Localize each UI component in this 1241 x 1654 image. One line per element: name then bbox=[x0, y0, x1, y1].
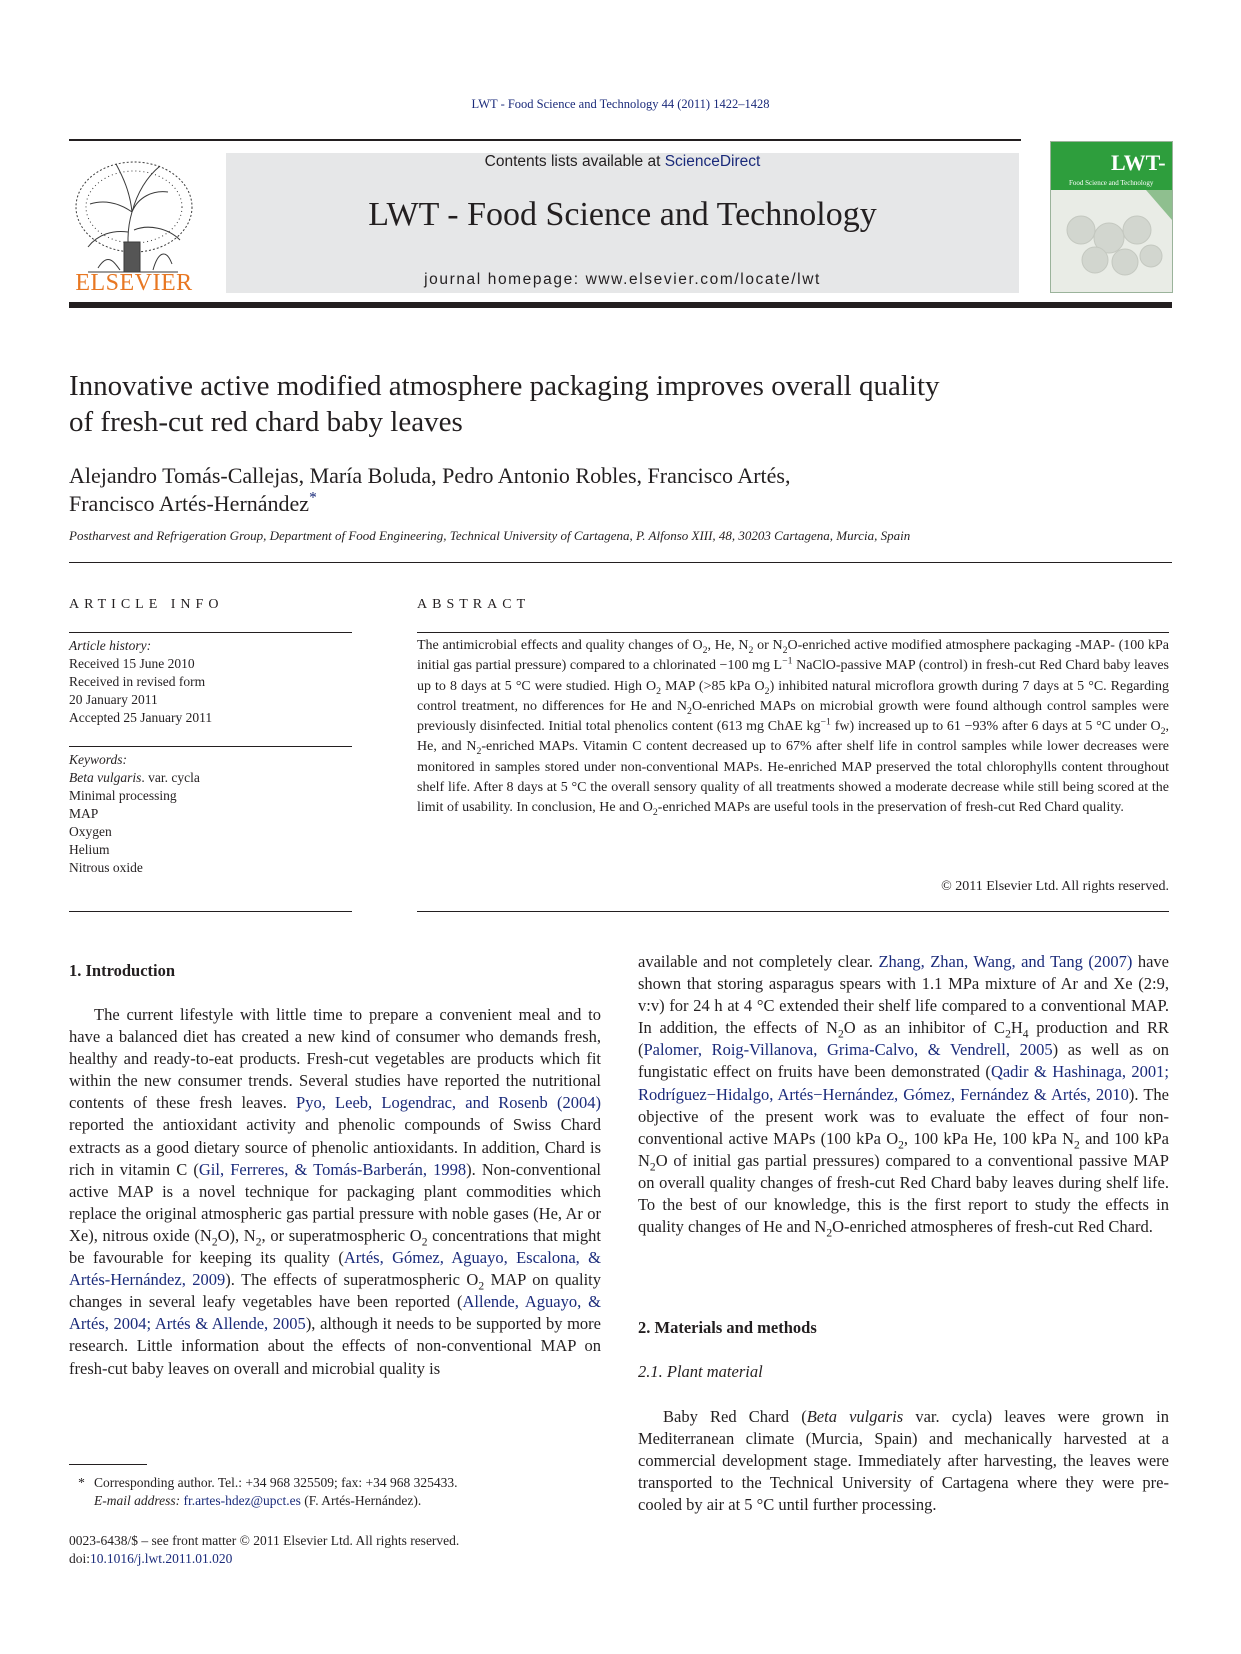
affiliation: Postharvest and Refrigeration Group, Department of Food Engineering, Technical University of Cartagena, P. Alfonso XIII, 48, 30203 Cartagena, Murcia, Spain bbox=[69, 528, 911, 543]
doi-label: doi: bbox=[69, 1551, 91, 1566]
citation-link[interactable]: Allende, Aguayo, & Artés, 2004; Artés & Allende, 2005 bbox=[69, 1292, 601, 1334]
keyword-variety: . var. cycla bbox=[141, 770, 200, 785]
footnote-mark: * bbox=[78, 1475, 85, 1490]
issn-line: 0023-6438/$ – see front matter © 2011 Elsevier Ltd. All rights reserved. bbox=[69, 1533, 460, 1548]
authors-line1: Alejandro Tomás-Callejas, María Boluda, Pedro Antonio Robles, Francisco Artés, bbox=[69, 463, 791, 488]
elsevier-wordmark: ELSEVIER bbox=[75, 270, 193, 296]
subsection-heading-plant-material: 2.1. Plant material bbox=[638, 1362, 763, 1381]
citation-link[interactable]: Qadir & Hashinaga, 2001; Rodríguez−Hidalgo, Artés−Hernández, Gómez, Fernández & Artés, 2010 bbox=[638, 1062, 1169, 1104]
authors-line2 bbox=[69, 490, 1169, 518]
email-label: E-mail address: bbox=[94, 1493, 181, 1508]
keywords-list bbox=[69, 751, 349, 877]
affiliation-rule bbox=[69, 562, 1172, 563]
citation-link[interactable]: Gil, Ferreres, & Tomás-Barberán, 1998 bbox=[198, 1159, 467, 1179]
article-info-heading: ARTICLE INFO bbox=[69, 597, 224, 612]
article-info-bottom-rule bbox=[69, 911, 352, 912]
article-title bbox=[69, 368, 1169, 440]
corresponding-author-mark[interactable]: * bbox=[309, 489, 317, 507]
corresponding-footnote bbox=[69, 1474, 458, 1492]
footnote-contact: Corresponding author. Tel.: +34 968 325509; fax: +34 968 325433. bbox=[94, 1475, 458, 1490]
history-item: Received 15 June 2010 bbox=[69, 656, 195, 671]
abstract-text: The antimicrobial effects and quality changes of $O_2$, He, $N_2$ or $N_2O$-enriched active modified atmosphere packaging -MAP- (100 kPa initial gas partial pressure) compared to a chlorinated −100 mg $L^{-1}$ NaClO-passive MAP (control) in fresh-cut Red Chard baby leaves up to 8 days at 5 °C were studied. High $O_2$ MAP (>85 kPa $O_2$) inhibited natural microflora growth during 7 days at 5 °C. Regarding control treatment, no differences for He and $N_2O$-enriched MAPs on microbial growth were found although control samples were previously disinfected. Initial total phenolics content (613 mg ChAE $kg^{-1}$ fw) increased up to 61 −93% after 6 days at 5 °C under $O_2$, He, and $N_2$-enriched MAPs. Vitamin C content decreased up to 67% after shelf life in control samples while lower decreases were monitored in samples stored under non-conventional MAPs. He-enriched MAP preserved the total chlorophylls content throughout shelf life. After 8 days at 5 °C the overall sensory quality of all treatments showed a moderate decrease while still being scored at the limit of usability. In conclusion, He and $O_2$-enriched MAPs are useful tools in the preservation of fresh-cut Red Chard quality. bbox=[417, 638, 1170, 819]
journal-title: LWT - Food Science and Technology bbox=[368, 196, 877, 233]
abstract-rule bbox=[417, 632, 1169, 633]
keyword-species: Beta vulgaris bbox=[69, 770, 142, 785]
article-history bbox=[69, 637, 349, 727]
journal-homepage[interactable]: journal homepage: www.elsevier.com/locate/lwt bbox=[424, 271, 821, 288]
sciencedirect-link[interactable]: ScienceDirect bbox=[664, 153, 761, 170]
abstract-bottom-rule bbox=[417, 911, 1169, 912]
section-heading-methods: 2. Materials and methods bbox=[638, 1318, 817, 1337]
article-title-line1: Innovative active modified atmosphere packaging improves overall quality bbox=[69, 370, 940, 402]
doi-line bbox=[69, 1550, 232, 1568]
contents-line bbox=[226, 153, 1019, 171]
introduction-continued: available and not completely clear. Zhang, Zhan, Wang, and Tang (2007) have shown that storing asparagus spears with 1.1 MPa mixture of Ar and Xe (2:9, v:v) for 24 h at 4 °C extended their shelf life compared to a conventional MAP. In addition, the effects of $N_2O$ as an inhibitor of $C_2H_4$ production and RR (Palomer, Roig-Villanova, Grima-Calvo, & Vendrell, 2005) as well as on fungistatic effect on fruits have been demonstrated (Qadir & Hashinaga, 2001; Rodríguez−Hidalgo, Artés−Hernández, Gómez, Fernández & Artés, 2010). The objective of the present work was to evaluate the effect of four non-conventional active MAPs (100 kPa $O_2$, 100 kPa He, 100 kPa $N_2$ and 100 kPa $N_2O$ of initial gas partial pressures) compared to a conventional passive MAP on overall quality changes of fresh-cut Red Chard baby leaves during shelf life. To the best of our knowledge, this is the first report to study the effects in quality changes of He and $N_2O$-enriched atmospheres of fresh-cut Red Chard. bbox=[638, 952, 1170, 1240]
contents-prefix: Contents lists available at bbox=[484, 153, 665, 170]
abstract-heading: ABSTRACT bbox=[417, 597, 531, 612]
authors-line2-name: Francisco Artés-Hernández bbox=[69, 491, 310, 516]
keyword-item: Minimal processing bbox=[69, 788, 177, 803]
email-link[interactable]: fr.artes-hdez@upct.es bbox=[183, 1493, 301, 1508]
citation-link[interactable]: Artés, Gómez, Aguayo, Escalona, & Artés-Hernández, 2009 bbox=[69, 1248, 602, 1290]
keyword-item: Helium bbox=[69, 842, 110, 857]
cover-title: LWT- bbox=[1111, 150, 1166, 175]
keyword-item: Oxygen bbox=[69, 824, 112, 839]
article-info-rule bbox=[69, 632, 352, 633]
keyword-item bbox=[69, 769, 349, 787]
keywords-label: Keywords: bbox=[69, 752, 127, 767]
history-label: Article history: bbox=[69, 638, 152, 653]
journal-cover bbox=[1050, 141, 1173, 293]
keyword-item: MAP bbox=[69, 806, 99, 821]
history-item: Received in revised form bbox=[69, 674, 206, 689]
citation-link[interactable]: Pyo, Leeb, Logendrac, and Rosenb (2004) bbox=[296, 1093, 602, 1113]
footnote-rule bbox=[69, 1464, 147, 1465]
author-list bbox=[69, 462, 1169, 518]
history-item: Accepted 25 January 2011 bbox=[69, 710, 213, 725]
abstract-copyright: © 2011 Elsevier Ltd. All rights reserved. bbox=[941, 879, 1169, 894]
section-heading-introduction: 1. Introduction bbox=[69, 961, 176, 980]
cover-subtitle: Food Science and Technology bbox=[1069, 179, 1154, 187]
running-head[interactable]: LWT - Food Science and Technology 44 (2011) 1422–1428 bbox=[471, 97, 770, 111]
keywords-rule bbox=[69, 746, 352, 747]
doi-link[interactable]: 10.1016/j.lwt.2011.01.020 bbox=[90, 1551, 233, 1566]
history-item: 20 January 2011 bbox=[69, 692, 158, 707]
citation-link[interactable]: Palomer, Roig-Villanova, Grima-Calvo, & Vendrell, 2005 bbox=[643, 1040, 1053, 1060]
email-owner: (F. Artés-Hernández). bbox=[304, 1493, 422, 1508]
keyword-item: Nitrous oxide bbox=[69, 860, 143, 875]
plant-material-paragraph: Baby Red Chard (Beta vulgaris var. cycla) leaves were grown in Mediterranean climate (Murcia, Spain) and mechanically harvested at a commercial development stage. Immediately after harvesting, the leaves were transported to the Technical University of Cartagena where they were pre-cooled by air at 5 °C until further processing. bbox=[638, 1407, 1169, 1515]
header-rule bbox=[69, 139, 1021, 141]
introduction-paragraph: The current lifestyle with little time to prepare a convenient meal and to have a balanced diet has created a new kind of consumer who demands fresh, healthy and ready-to-eat products. Fresh-cut vegetables are products which fit within the new consumer trends. Several studies have reported the nutritional contents of these fresh leaves. Pyo, Leeb, Logendrac, and Rosenb (2004) reported the antioxidant activity and phenolic compounds of Swiss Chard extracts as a good dietary source of phenolic antioxidants. In addition, Chard is rich in vitamin C (Gil, Ferreres, & Tomás-Barberán, 1998). Non-conventional active MAP is a novel technique for packaging plant commodities which replace the original atmospheric gas partial pressure with noble gases (He, Ar or Xe), nitrous oxide $(N_2O)$, $N_2$, or superatmospheric $O_2$ concentrations that might be favourable for keeping its quality (Artés, Gómez, Aguayo, Escalona, & Artés-Hernández, 2009). The effects of superatmospheric $O_2$ MAP on quality changes in several leafy vegetables have been reported (Allende, Aguayo, & Artés, 2004; Artés & Allende, 2005), although it needs to be supported by more research. Little information about the effects of non-conventional MAP on fresh-cut baby leaves on overall and microbial quality is bbox=[69, 1005, 602, 1378]
cover-image bbox=[1051, 190, 1172, 292]
email-footnote bbox=[94, 1492, 421, 1510]
header-thick-rule bbox=[69, 302, 1172, 308]
article-title-line2: of fresh-cut red chard baby leaves bbox=[69, 406, 463, 438]
citation-link[interactable]: Zhang, Zhan, Wang, and Tang (2007) bbox=[878, 952, 1133, 971]
